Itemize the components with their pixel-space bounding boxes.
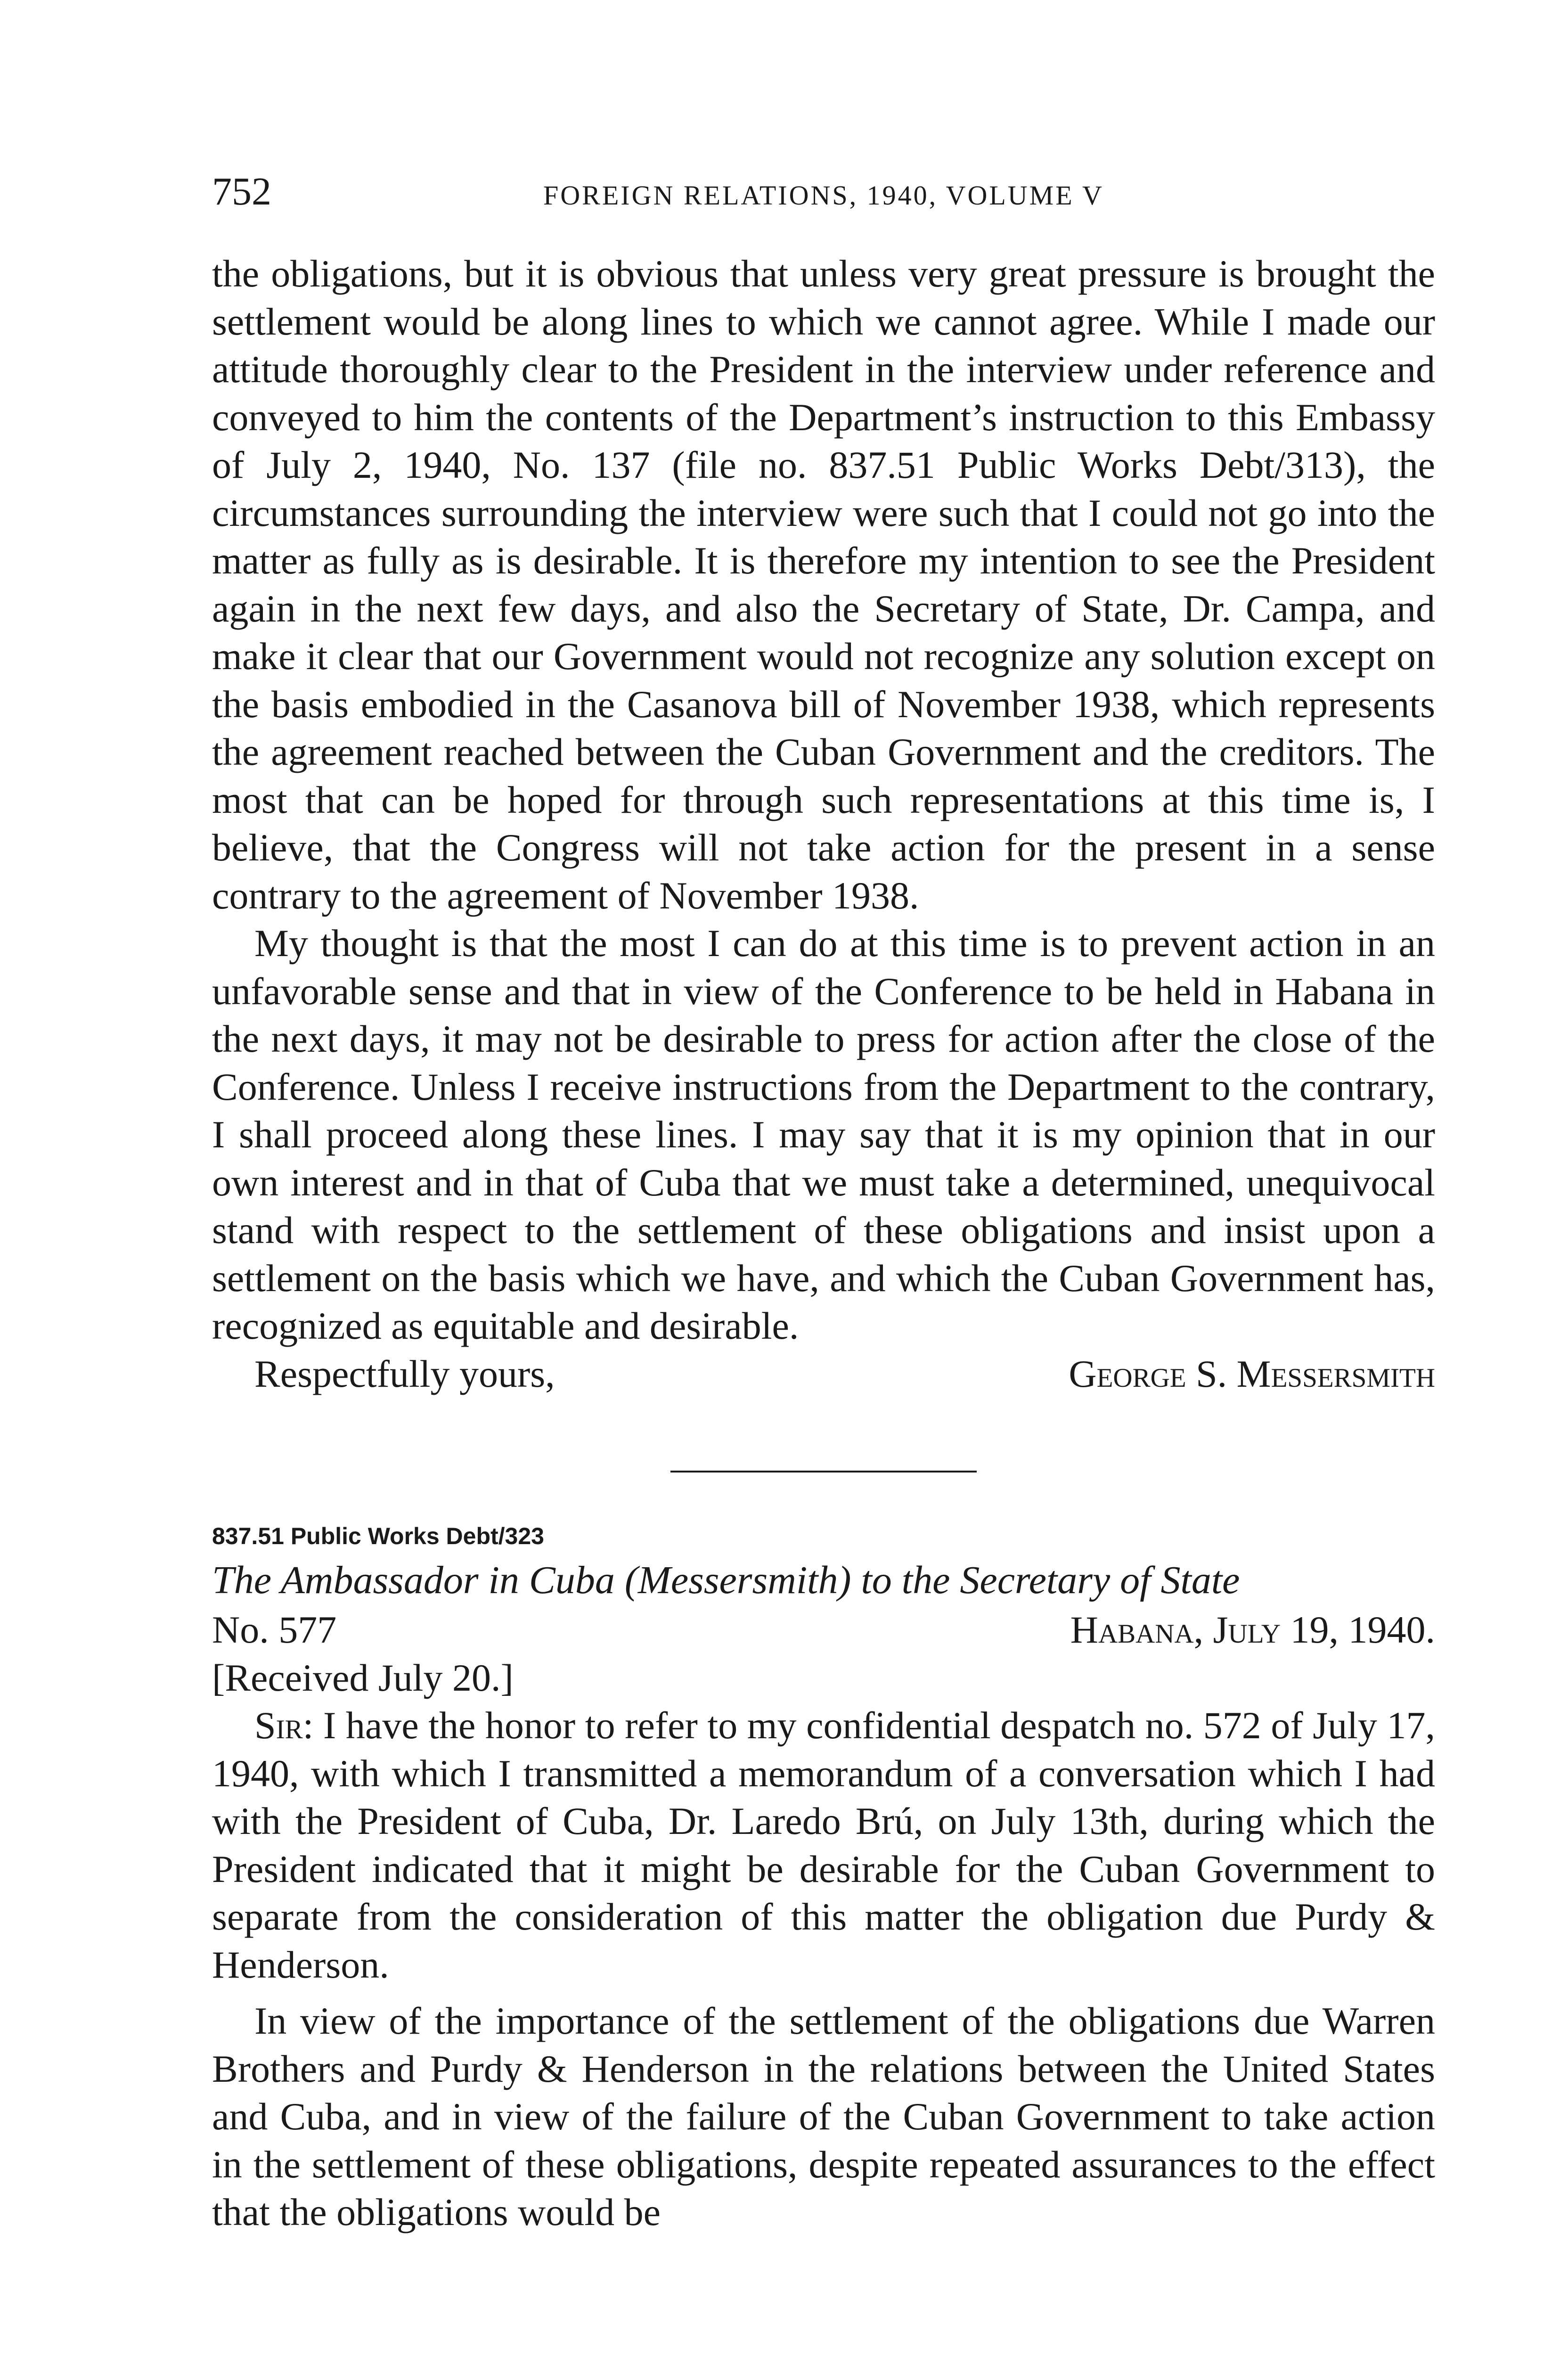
running-head — [212, 166, 1435, 218]
section-divider — [670, 1471, 977, 1472]
signature: George S. Messersmith — [1069, 1352, 1435, 1395]
continuation-paragraph-1: the obligations, but it is obvious that unless very great pressure is brought the settlement would be along lines to which we cannot agree. While I made our attitude thoroughly clear to the President in the interview under reference and conveyed to him the contents of the Department’s instruction to this Embassy of July 2, 1940, No. 137 (file no. 837.51 Public Works Debt/313), the circumstances surrounding the interview were such that I could not go into the matter as fully as is desirable. It is therefore my intention to see the President again in the next few days, and also the Secretary of State, Dr. Campa, and make it clear that our Government would not recognize any solution except on the basis embodied in the Casanova bill of November 1938, which represents the agreement reached between the Cuban Government and the creditors. The most that can be hoped for through such representations at this time is, I believe, that the Congress will not take action for the present in a sense contrary to the agreement of November 1938. — [212, 252, 1435, 917]
signature-block — [212, 1350, 1435, 1398]
dateline — [212, 1606, 1435, 1654]
continuation-paragraph-2: My thought is that the most I can do at this time is to prevent action in an unfavorable sense and that in view of the Conference to be held in Habana in the next days, it may not be desirable to press for action after the close of the Conference. Unless I receive instructions from the Department to the contrary, I shall proceed along these lines. I may say that it is my opinion that in our own interest and in that of Cuba that we must take a determined, unequivocal stand with respect to the settlement of these obligations and insist upon a settlement on the basis which we have, and which the Cuban Government has, recognized as equitable and desirable. — [212, 922, 1435, 1347]
salutation: Sir: — [254, 1704, 314, 1747]
document-paragraph-1-text: I have the honor to refer to my confidential despatch no. 572 of July 17, 1940, with which I transmitted a memorandum of a conversation which I had with the President of Cuba, Dr. Laredo Brú, on July 13th, during which the President indicated that it might be desirable for the Cuban Government to separate from the consideration of this matter the obligation due Purdy & Henderson. — [212, 1704, 1435, 1986]
document-heading: The Ambassador in Cuba (Messersmith) to the Secretary of State — [212, 1558, 1240, 1602]
despatch-number: No. 577 — [212, 1608, 337, 1651]
document-paragraph-2: In view of the importance of the settlement of the obligations due Warren Brothers and Purdy & Henderson in the relations between the United States and Cuba, and in view of the failure of the Cuban Government to take action in the settlement of these obligations, despite repeated assurances to the effect that the obligations would be — [212, 1999, 1435, 2233]
body-text — [212, 250, 1435, 2236]
closing: Respectfully yours, — [254, 1352, 555, 1395]
received-date: [Received July 20.] — [212, 1656, 514, 1699]
place-date — [1070, 1606, 1435, 1654]
place-date-text: Habana, July 19, 1940. — [1070, 1608, 1435, 1651]
document-paragraph-1 — [212, 1702, 1435, 1988]
page-number: 752 — [212, 170, 271, 213]
running-title: FOREIGN RELATIONS, 1940, VOLUME V — [543, 180, 1104, 211]
file-number: 837.51 Public Works Debt/323 — [212, 1523, 544, 1549]
